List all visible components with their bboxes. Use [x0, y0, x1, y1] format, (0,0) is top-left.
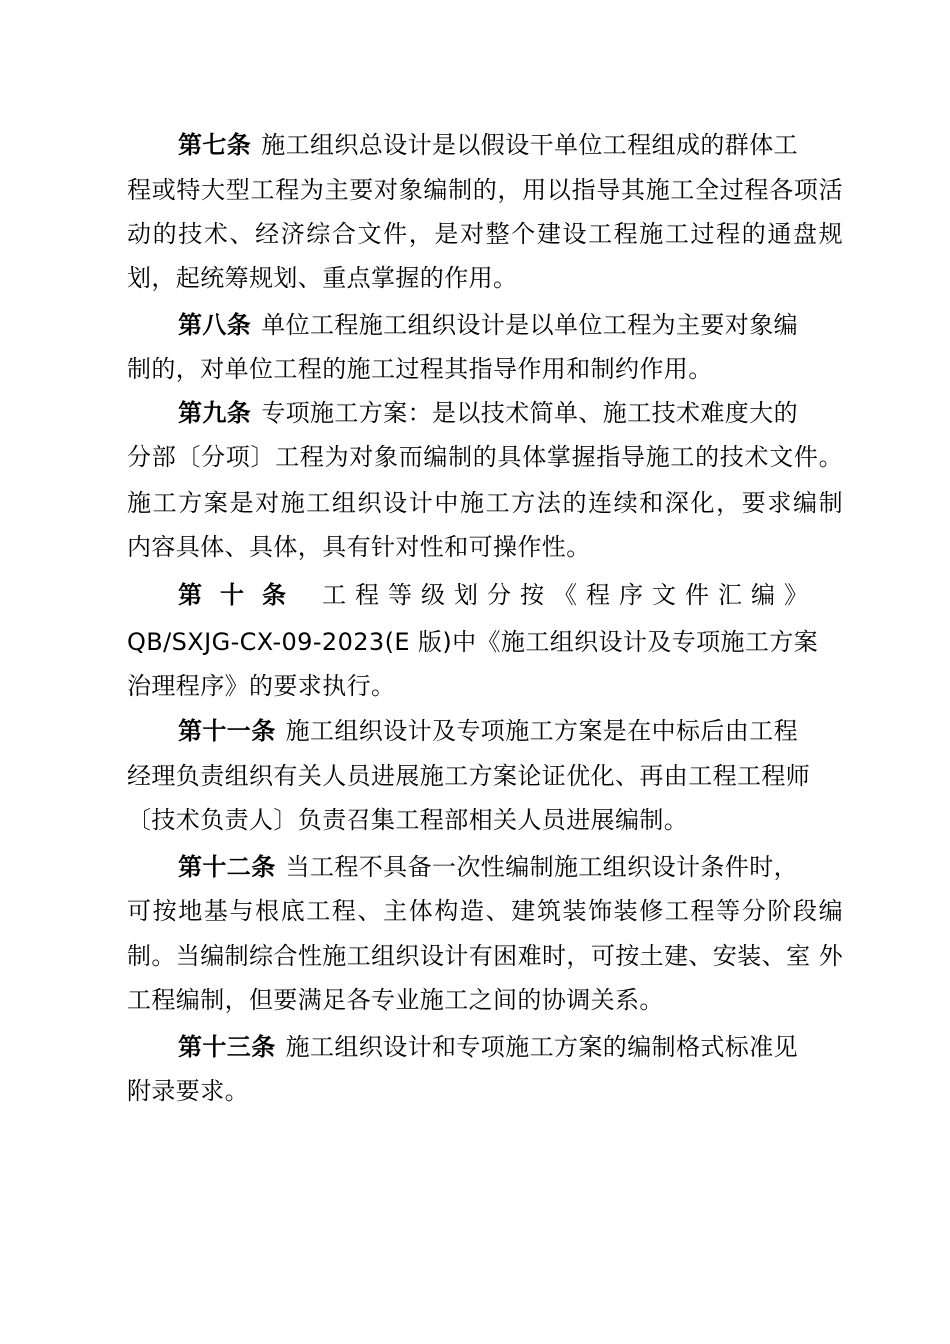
article-10-line-1 [178, 575, 843, 615]
article-12-line-3: 制。当编制综合性施工组织设计有困难时，可按土建、安装、室 外 [127, 942, 843, 970]
article-9-line-4: 内容具体、具体，具有针对性和可操作性。 [127, 533, 591, 561]
article-7-line-2: 程或特大型工程为主要对象编制的，用以指导其施工全过程各项活 [127, 176, 843, 204]
article-11-line-1 [178, 711, 843, 751]
article-10-text: 工程等级划分按《程序文件汇编》 [322, 581, 817, 609]
article-7-line-3: 动的技术、经济综合文件，是对整个建设工程施工过程的通盘规 [127, 220, 843, 248]
article-9-line-3: 施工方案是对施工组织设计中施工方法的连续和深化，要求编制 [127, 489, 843, 517]
article-13-line-1 [178, 1027, 843, 1067]
article-9-label: 第九条 [178, 399, 252, 427]
article-12-line-1 [178, 847, 843, 887]
article-11-line-2: 经理负责组织有关人员进展施工方案论证优化、再由工程工程师 [127, 762, 811, 790]
article-8-label: 第八条 [178, 311, 252, 339]
article-11-label: 第十一条 [178, 717, 276, 745]
article-13-line-2: 附录要求。 [127, 1077, 249, 1105]
article-9-line-1 [178, 393, 843, 433]
article-8-line-2: 制的，对单位工程的施工过程其指导作用和制约作用。 [127, 355, 713, 383]
article-7-line-4: 划，起统筹规划、重点掌握的作用。 [127, 264, 518, 292]
article-7-label: 第七条 [178, 131, 252, 159]
article-13-label: 第十三条 [178, 1033, 276, 1061]
article-12-line-2: 可按地基与根底工程、主体构造、建筑装饰装修工程等分阶段编 [127, 897, 843, 925]
article-7-line-1 [178, 125, 843, 165]
article-10-line-2: QB/SXJG-CX-09-2023(E 版)中《施工组织设计及专项施工方案 [127, 628, 819, 656]
article-11-text: 施工组织设计及专项施工方案是在中标后由工程 [285, 717, 799, 745]
article-10-line-3: 治理程序》的要求执行。 [127, 672, 396, 700]
article-13-text: 施工组织设计和专项施工方案的编制格式标准见 [285, 1033, 799, 1061]
article-12-label: 第十二条 [178, 853, 276, 881]
article-8-line-1 [178, 305, 843, 345]
article-12-line-4: 工程编制，但要满足各专业施工之间的协调关系。 [127, 986, 664, 1014]
article-11-line-3: 〔技术负责人〕负责召集工程部相关人员进展编制。 [127, 806, 689, 834]
article-8-text: 单位工程施工组织设计是以单位工程为主要对象编 [261, 311, 799, 339]
article-7-text: 施工组织总设计是以假设干单位工程组成的群体工 [261, 131, 799, 159]
article-12-text: 当工程不具备一次性编制施工组织设计条件时， [285, 853, 799, 881]
article-9-text: 专项施工方案：是以技术简单、施工技术难度大的 [261, 399, 799, 427]
article-10-label: 第十条 [178, 581, 304, 609]
article-9-line-2: 分部〔分项〕工程为对象而编制的具体掌握指导施工的技术文件。 [127, 443, 843, 471]
